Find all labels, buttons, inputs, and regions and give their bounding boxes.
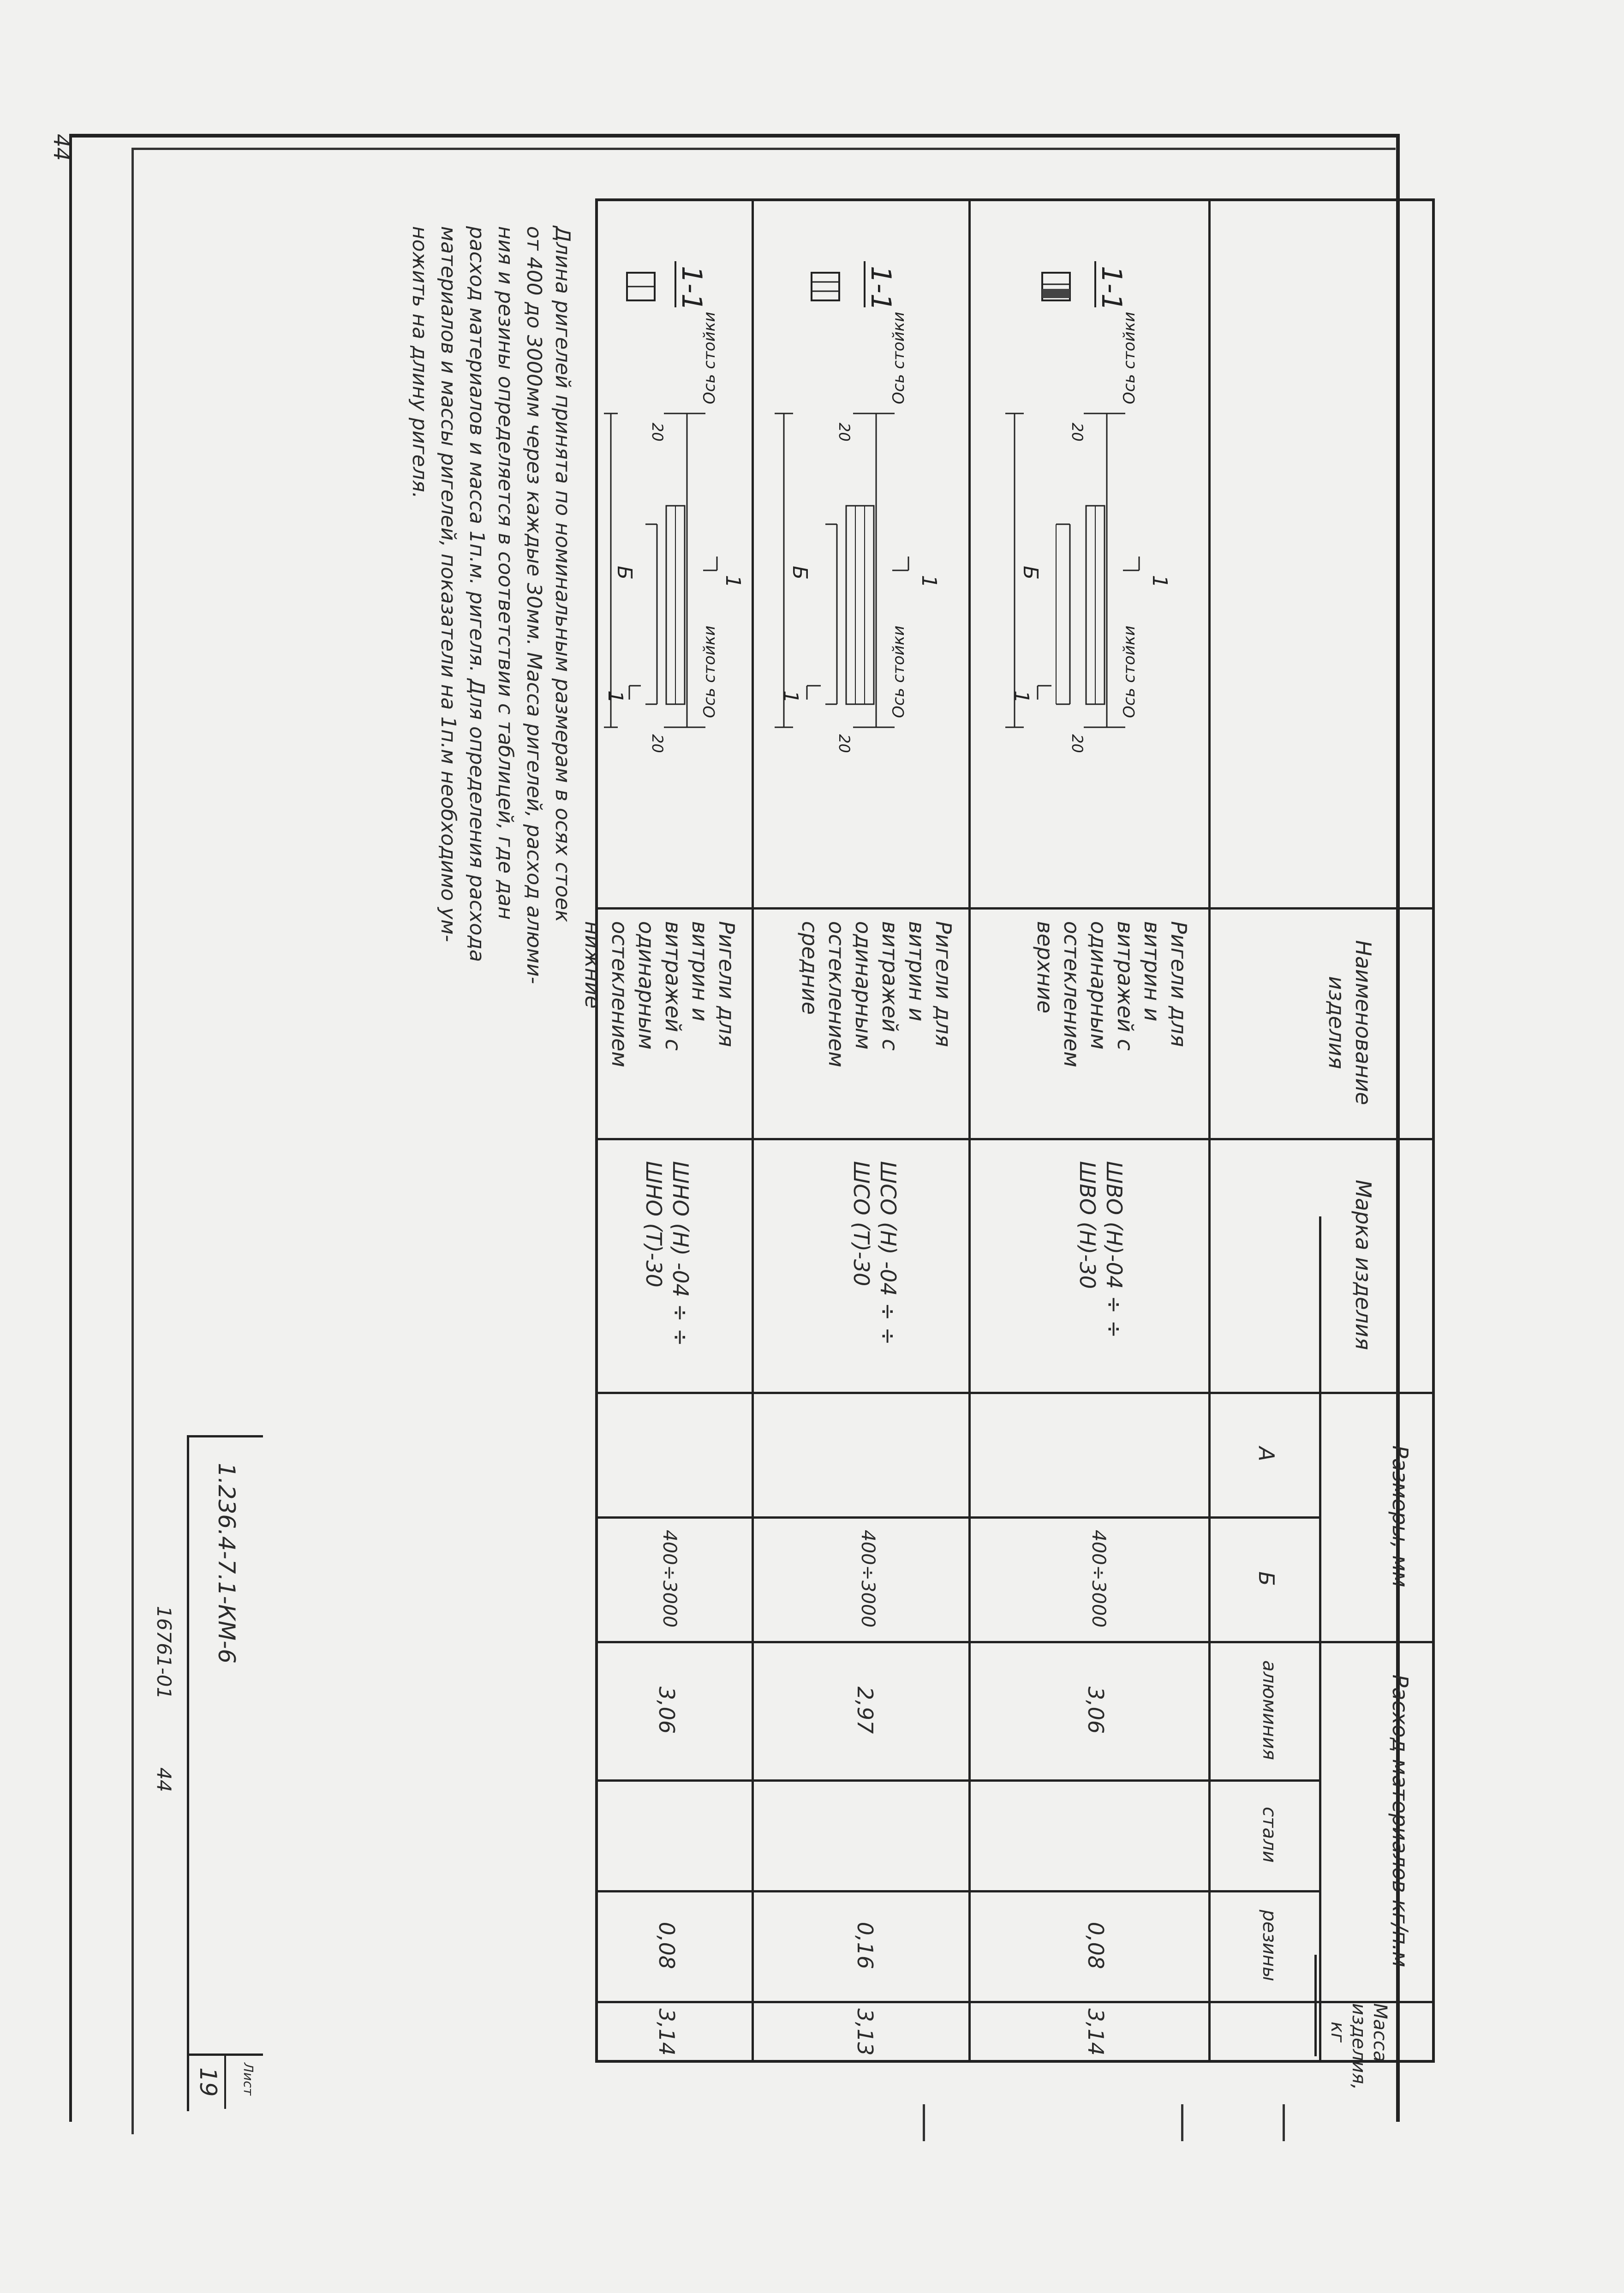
row-3-aluminum: 3,06 xyxy=(654,1686,679,1734)
cut-mark: 1 xyxy=(1148,575,1171,588)
row-1-aluminum: 3,06 xyxy=(1083,1686,1108,1734)
header-materials: Расход материалов кг/п.м xyxy=(1388,1674,1413,1968)
header-mass: Масса изделия, кг xyxy=(1327,2003,1391,2090)
dim-20: 20 xyxy=(836,734,853,753)
specification-table xyxy=(580,198,1435,2090)
dim-20: 20 xyxy=(649,423,666,442)
sheet-number: 19 xyxy=(195,2067,221,2097)
dim-20: 20 xyxy=(1069,423,1086,442)
col-divider xyxy=(597,907,1432,910)
row-1-name: Ригели для витрин и витражей с одинарным остеклением верхние xyxy=(1033,921,1191,1067)
title-block-divider xyxy=(189,2054,263,2056)
header-rubber: резины xyxy=(1259,1910,1280,1982)
row-2-mark: ШСО (Н) -04 ÷ ÷ ШСО (Т)-30 xyxy=(849,1161,901,1345)
col-divider xyxy=(597,1516,1321,1519)
row-2-aluminum: 2,97 xyxy=(853,1686,878,1734)
col-divider xyxy=(597,1138,1432,1140)
cut-mark: 1 xyxy=(917,575,941,588)
row-1-mass: 3,14 xyxy=(1083,2008,1108,2056)
row-2-name: Ригели для витрин и витражей с одинарным остеклением средние xyxy=(797,921,956,1067)
col-divider xyxy=(597,1779,1321,1782)
note-line: Длина ригелей принята по номинальным размерам в осях стоек xyxy=(551,226,574,922)
dim-20: 20 xyxy=(649,734,666,753)
sheet-label: Лист xyxy=(241,2063,256,2095)
row-3-name: Ригели для витрин и витражей с одинарным остеклением нижние xyxy=(580,921,739,1067)
row-2-rubber: 0,16 xyxy=(853,1922,878,1970)
table-row-3-sketch xyxy=(597,201,752,905)
section-label: 1-1 xyxy=(865,266,897,311)
col-divider xyxy=(597,2001,1432,2003)
header-divider xyxy=(1319,1216,1321,2061)
note-line: материалов и массы ригелей, показатели на 1п.м необходимо ум- xyxy=(436,226,460,942)
header-mark: Марка изделия xyxy=(1351,1179,1376,1350)
row-2-mass: 3,13 xyxy=(853,2008,878,2056)
archive-sheet: 44 xyxy=(153,1767,175,1792)
note-line: ния и резины определяется в соответствии с таблицей, где дан xyxy=(494,226,517,920)
note-line: расход материалов и масса 1п.м. ригеля. Для определения расхода xyxy=(465,226,489,962)
axis-label: Ось стойки xyxy=(700,311,719,404)
row-2-size-b: 400÷3000 xyxy=(857,1530,878,1628)
note-text xyxy=(405,226,577,1334)
doc-code: 1.236.4-7.1-КМ-6 xyxy=(213,1463,240,1664)
header-name: Наименование изделия xyxy=(1324,940,1376,1105)
dim-b: Б xyxy=(788,566,812,580)
row-divider xyxy=(1208,201,1211,2061)
row-1-mark: ШВО (Н)-04 ÷ ÷ ШВО (Н)-30 xyxy=(1075,1161,1127,1338)
header-aluminum: алюминия xyxy=(1259,1660,1280,1760)
axis-label: Ось стойки xyxy=(1120,311,1139,404)
header-steel: стали xyxy=(1259,1807,1280,1863)
table-row-2-sketch xyxy=(756,201,968,905)
title-block-divider xyxy=(224,2054,226,2109)
col-divider xyxy=(597,1641,1432,1643)
dim-b: Б xyxy=(613,566,636,580)
row-3-mass: 3,14 xyxy=(654,2008,679,2056)
cut-mark: 1 xyxy=(1009,690,1033,703)
dim-20: 20 xyxy=(1069,734,1086,753)
row-1-rubber: 0,08 xyxy=(1083,1922,1108,1970)
corner-sheet-number: 44 xyxy=(49,134,74,161)
table-row-1-sketch xyxy=(973,201,1208,905)
cut-mark: 1 xyxy=(603,690,627,703)
cut-mark: 1 xyxy=(721,575,745,588)
dim-b: Б xyxy=(1019,566,1042,580)
col-divider xyxy=(597,1392,1432,1394)
row-3-rubber: 0,08 xyxy=(654,1922,679,1970)
row-3-size-b: 400÷3000 xyxy=(659,1530,680,1628)
note-line: ножить на длину ригеля. xyxy=(408,226,431,499)
dim-20: 20 xyxy=(836,423,853,442)
rotated-drawing-sheet xyxy=(106,198,1435,2137)
axis-label: Ось стойки xyxy=(890,311,908,404)
axis-label: Ось стойки xyxy=(700,625,719,718)
section-label: 1-1 xyxy=(675,266,708,311)
section-label: 1-1 xyxy=(1095,266,1128,311)
row-1-size-b: 400÷3000 xyxy=(1088,1530,1109,1628)
col-divider xyxy=(597,1890,1321,1892)
header-size-b: Б xyxy=(1254,1571,1279,1586)
axis-label: Ось стойки xyxy=(1120,625,1139,718)
row-divider xyxy=(968,201,971,2061)
axis-label: Ось стойки xyxy=(890,625,908,718)
archive-number: 16761-01 xyxy=(153,1606,175,1700)
row-3-mark: ШНО (Н) -04 ÷ ÷ ШНО (Т)-30 xyxy=(641,1161,693,1347)
cut-mark: 1 xyxy=(779,690,802,703)
note-line: от 400 до 3000мм через каждые 30мм. Масса ригелей, расход алюми- xyxy=(522,226,546,984)
header-sizes: Размеры, мм xyxy=(1388,1445,1413,1587)
row-divider xyxy=(752,201,754,2061)
header-divider xyxy=(1314,1955,1317,2056)
header-size-a: А xyxy=(1254,1447,1279,1461)
